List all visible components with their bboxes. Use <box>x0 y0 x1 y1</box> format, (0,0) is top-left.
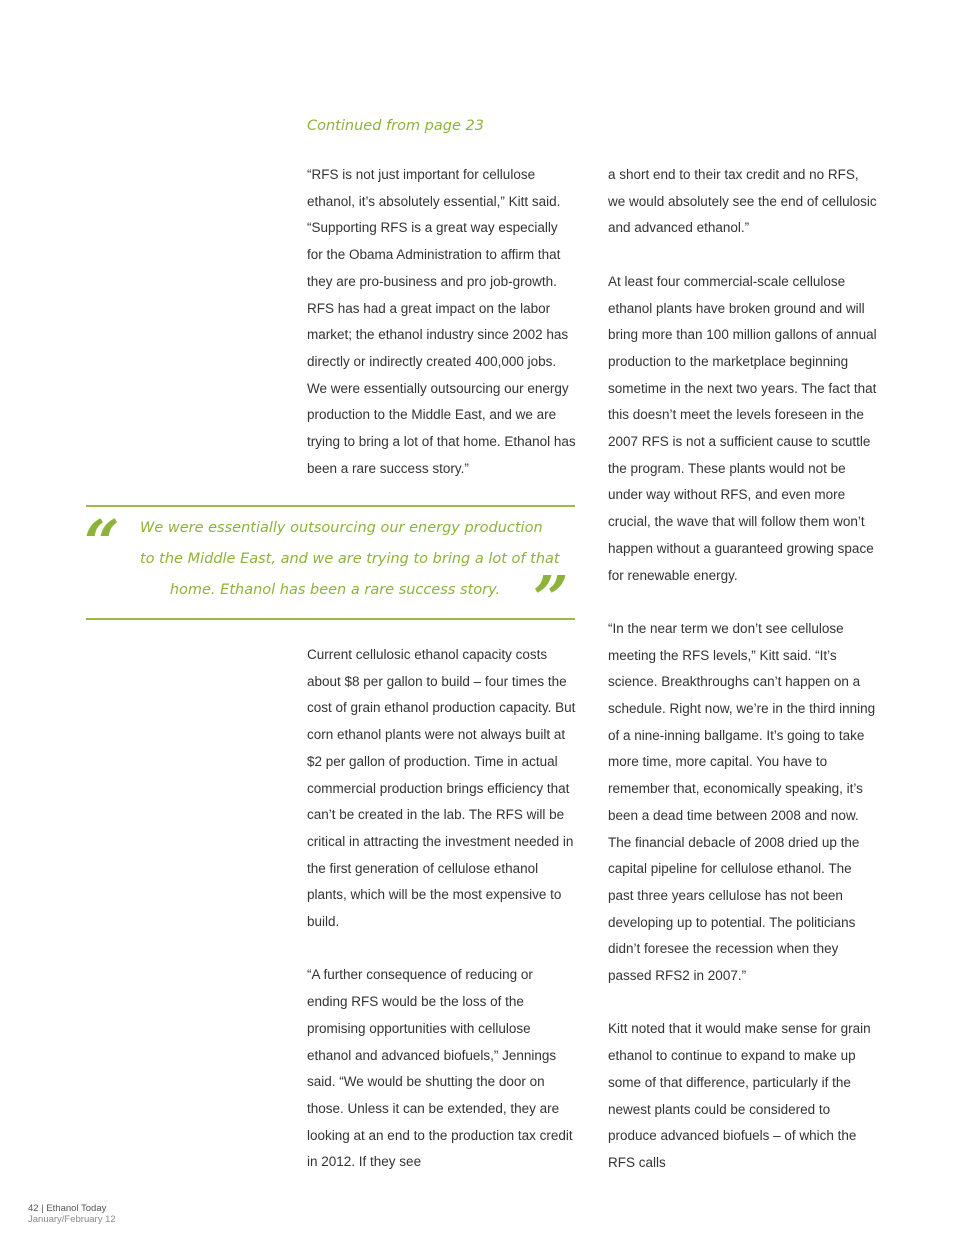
pull-quote-line: We were essentially outsourcing our energy production <box>140 520 543 536</box>
article-column-left-top <box>307 162 577 482</box>
paragraph: a short end to their tax credit and no RFS, we would absolutely see the end of cellulosic and advanced ethanol.” <box>608 167 877 236</box>
pull-quote-rule-bottom <box>86 618 575 620</box>
page-footer <box>28 1203 116 1225</box>
paragraph: At least four commercial-scale cellulose ethanol plants have broken ground and will bring more than 100 million gallons of annual production to the marketplace beginning sometime in the next two years. The fact that this doesn’t meet the levels foreseen in the 2007 RFS is not a sufficient cause to scuttle the program. These plants would not be under way without RFS, and even more crucial, the wave that will follow them won’t happen without a guaranteed growing space for renewable energy. <box>608 273 877 583</box>
paragraph: “A further consequence of reducing or ending RFS would be the loss of the promising opportunities with cellulose ethanol and advanced biofuels,” Jennings said. “We would be shutting the door on those. Unless it can be extended, they are looking at an end to the production tax credit in 2012. If they see <box>307 967 573 1170</box>
pull-quote-line: home. Ethanol has been a rare success story. <box>169 582 501 598</box>
pull-quote-rule-top <box>86 505 575 507</box>
open-quote-icon: “ <box>84 506 120 579</box>
close-quote-icon: ” <box>533 562 569 635</box>
paragraph: “In the near term we don’t see cellulose meeting the RFS levels,” Kitt said. “It’s science. Breakthroughs can’t happen on a schedule. Right now, we’re in the third inning of a nine-inning ballgame. It’s going to take more time, more capital. You have to remember that, economically speaking, it’s been a dead time between 2008 and now. The financial debacle of 2008 dried up the capital pipeline for cellulose ethanol. The past three years cellulose has not been developing up to potential. The politicians didn’t foresee the recession when they passed RFS2 in 2007.” <box>608 620 876 984</box>
paragraph: “RFS is not just important for cellulose ethanol, it’s absolutely essential,” Kitt said. “Supporting RFS is a great way especially for the Obama Administration to affirm that they are pro-business and pro job-growth. RFS has had a great impact on the labor market; the ethanol industry since 2002 has directly or indirectly created 400,000 jobs. We were essentially outsourcing our energy production to the Middle East, and we are trying to bring a lot of that home. Ethanol has been a rare success story.” <box>307 167 576 476</box>
paragraph: Kitt noted that it would make sense for grain ethanol to continue to expand to make up some of that difference, particularly if the newest plants could be considered to produce advanced biofuels – of which the RFS calls <box>608 1021 871 1170</box>
pull-quote-line: to the Middle East, and we are trying to bring a lot of that <box>140 551 560 567</box>
article-column-left-bottom <box>307 642 577 1176</box>
paragraph: Current cellulosic ethanol capacity costs about $8 per gallon to build – four times the cost of grain ethanol production capacity. But corn ethanol plants were not always built at $2 per gallon of production. Time in actual commercial production brings efficiency that can’t be created in the lab. The RFS will be critical in attracting the investment needed in the first generation of cellulose ethanol plants, which will be the most expensive to build. <box>307 647 576 930</box>
continued-from-label: Continued from page 23 <box>307 118 484 134</box>
article-column-right <box>608 162 878 1177</box>
footer-issue-date: January/February 12 <box>28 1214 116 1225</box>
pull-quote <box>140 513 560 606</box>
footer-page-number: 42 | Ethanol Today <box>28 1203 107 1214</box>
